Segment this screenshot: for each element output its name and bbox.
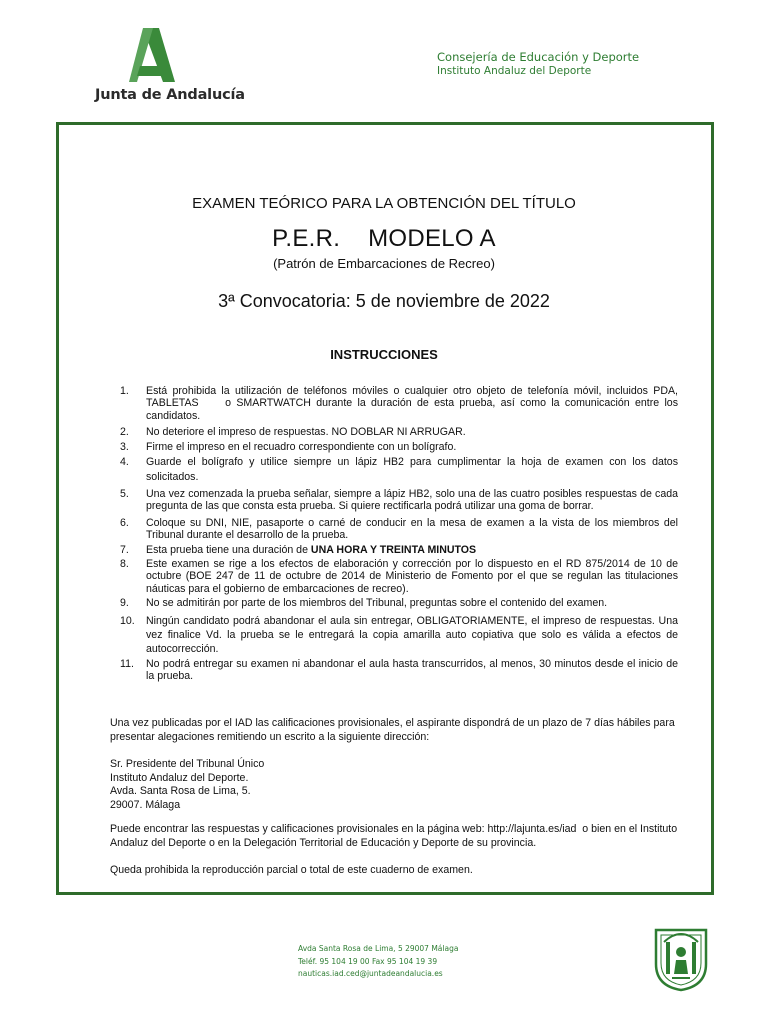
list-item: 1. Está prohibida la utilización de teléfonos móviles o cualquier otro objeto de telefonía móvil, incluidos PDA, TABLETAS o SMARTWATCH durante la duración de esta prueba, así como la comunicación entre los candidatos. (120, 385, 681, 422)
list-item: 7. Esta prueba tiene una duración de UNA HORA Y TREINTA MINUTOS (120, 543, 477, 556)
institute-name: Instituto Andaluz del Deporte (437, 65, 592, 77)
list-item: 3. Firme el impreso en el recuadro correspondiente con un bolígrafo. (120, 440, 457, 453)
instructions-list (110, 385, 681, 685)
results-text: Puede encontrar las respuestas y calificaciones provisionales en la página web: http://lajunta.es/iad o bien en el Instituto Andaluz del Deporte o en la Delegación Territorial de Educación y Deporte de su provincia. (110, 823, 680, 849)
allegations-text: Una vez publicadas por el IAD las calificaciones provisionales, el aspirante dispondrá de un plazo de 7 días hábiles para presentar alegaciones remitiendo un escrito a la siguiente dirección: (110, 717, 675, 743)
footer-contact (298, 943, 458, 981)
junta-logo (95, 28, 245, 108)
junta-logo-mark-icon (125, 28, 191, 84)
list-item: 9. No se admitirán por parte de los miembros del Tribunal, preguntas sobre el contenido del examen. (120, 597, 608, 610)
footer-phone: Teléf. 95 104 19 00 Fax 95 104 19 39 (298, 956, 438, 966)
instructions-heading: INSTRUCCIONES (330, 347, 438, 362)
reproduction-notice: Queda prohibida la reproducción parcial o total de este cuaderno de examen. (110, 864, 473, 876)
exam-subtitle: (Patrón de Embarcaciones de Recreo) (273, 256, 495, 271)
footer-email: nauticas.iad.ced@juntadeandalucia.es (298, 969, 443, 978)
list-item: 2. No deteriore el impreso de respuestas. NO DOBLAR NI ARRUGAR. (120, 426, 466, 439)
list-item: 11. No podrá entregar su examen ni abandonar el aula hasta transcurridos, al menos, 30 minutos desde el inicio de la prueba. (120, 657, 678, 683)
list-item: 8. Este examen se rige a los efectos de elaboración y corrección por lo dispuesto en el RD 875/2014 de 10 de octubre (BOE 247 de 11 de octubre de 2014 de Ministerio de Fomento por el que se regulan las titulaciones náuticas para el gobierno de embarcaciones de recreo). (120, 558, 678, 595)
list-item: 4. Guarde el bolígrafo y utilice siempre un lápiz HB2 para cumplimentar la hoja de examen con los datos solicitados. (120, 456, 678, 483)
exam-heading: EXAMEN TEÓRICO PARA LA OBTENCIÓN DEL TÍTULO (192, 195, 576, 212)
logo-text: Junta de Andalucía (95, 87, 245, 103)
duration-value: UNA HORA Y TREINTA MINUTOS (310, 543, 477, 556)
list-item: 5. Una vez comenzada la prueba señalar, siempre a lápiz HB2, solo una de las cuatro posibles respuestas de cada pregunta de las que consta esta prueba. Si quiere rectificarla podrá utilizar una goma de borrar. (120, 488, 678, 513)
list-item: 6. Coloque su DNI, NIE, pasaporte o carné de conducir en la mesa de examen a la vista de los miembros del Tribunal durante el desarrollo de la prueba. (120, 516, 678, 542)
list-item: 10. Ningún candidato podrá abandonar el aula sin entregar, OBLIGATORIAMENTE, el impreso de respuestas. Una vez finalice Vd. la prueba se le entregará la copia amarilla auto copiativa que solo es válida a efectos de autocorrección. (120, 614, 678, 655)
department-name: Consejería de Educación y Deporte (437, 50, 640, 64)
header-institution (437, 50, 639, 78)
footer-address: Avda Santa Rosa de Lima, 5 29007 Málaga (298, 944, 459, 953)
exam-title: P.E.R. MODELO A (272, 225, 496, 252)
andalucia-seal-icon (652, 922, 710, 997)
exam-session: 3ª Convocatoria: 5 de noviembre de 2022 (218, 291, 550, 311)
tribunal-address: Sr. Presidente del Tribunal Único Instituto Andaluz del Deporte. Avda. Santa Rosa de Lima, 5. 29007. Málaga (110, 758, 265, 811)
